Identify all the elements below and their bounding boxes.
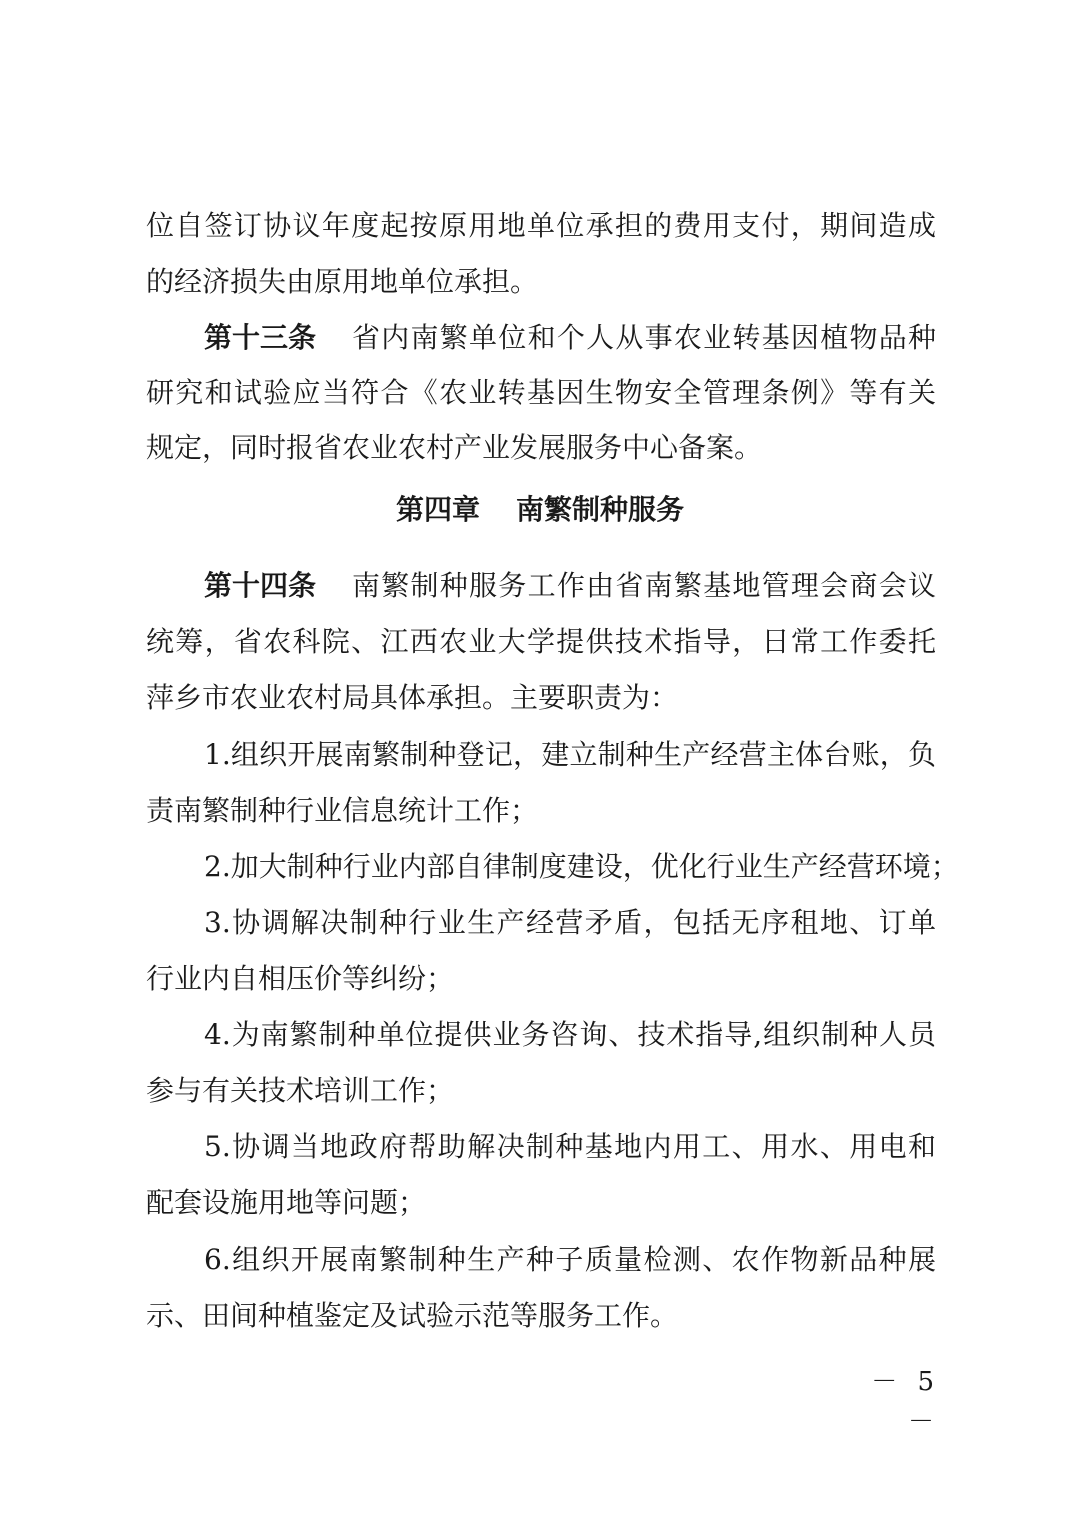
text-line: 统筹，省农科院、江西农业大学提供技术指导，日常工作委托 bbox=[146, 625, 936, 658]
text-line: 位自签订协议年度起按原用地单位承担的费用支付，期间造成 bbox=[146, 209, 936, 242]
text-line: 规定，同时报省农业农村产业发展服务中心备案。 bbox=[146, 431, 763, 464]
duty-item-1: 1.组织开展南繁制种登记，建立制种生产经营主体台账，负 bbox=[204, 738, 936, 771]
duty-item-6-cont: 示、田间种植鉴定及试验示范等服务工作。 bbox=[146, 1299, 679, 1332]
article-13-first-line: 省内南繁单位和个人从事农业转基因植物品种 bbox=[352, 321, 936, 354]
article-13-heading-line bbox=[204, 318, 936, 358]
article-14-first-line: 南繁制种服务工作由省南繁基地管理会商会议 bbox=[352, 569, 936, 602]
text-line: 研究和试验应当符合《农业转基因生物安全管理条例》等有关 bbox=[146, 376, 936, 409]
duty-item-4: 4.为南繁制种单位提供业务咨询、技术指导,组织制种人员 bbox=[204, 1018, 936, 1051]
chapter-number: 第四章 bbox=[395, 493, 480, 526]
duty-item-1-cont: 责南繁制种行业信息统计工作； bbox=[146, 794, 539, 827]
duty-item-2: 2.加大制种行业内部自律制度建设，优化行业生产经营环境； bbox=[204, 850, 959, 883]
text-line: 萍乡市农业农村局具体承担。主要职责为： bbox=[146, 681, 679, 714]
article-14-heading-line bbox=[204, 566, 936, 606]
text-line: 的经济损失由原用地单位承担。 bbox=[146, 265, 539, 298]
duty-item-4-cont: 参与有关技术培训工作； bbox=[146, 1074, 455, 1107]
page-number: － 5 － bbox=[871, 1367, 940, 1437]
article-14-label: 第十四条 bbox=[204, 569, 317, 602]
duty-item-5: 5.协调当地政府帮助解决制种基地内用工、用水、用电和 bbox=[204, 1130, 936, 1163]
duty-item-3-cont: 行业内自相压价等纠纷； bbox=[146, 962, 455, 995]
chapter-title: 南繁制种服务 bbox=[516, 493, 685, 526]
article-13-label: 第十三条 bbox=[204, 321, 317, 354]
duty-item-5-cont: 配套设施用地等问题； bbox=[146, 1186, 427, 1219]
chapter-heading bbox=[0, 488, 1080, 532]
duty-item-3: 3.协调解决制种行业生产经营矛盾，包括无序租地、订单 bbox=[204, 906, 936, 939]
duty-item-6: 6.组织开展南繁制种生产种子质量检测、农作物新品种展 bbox=[204, 1243, 936, 1276]
